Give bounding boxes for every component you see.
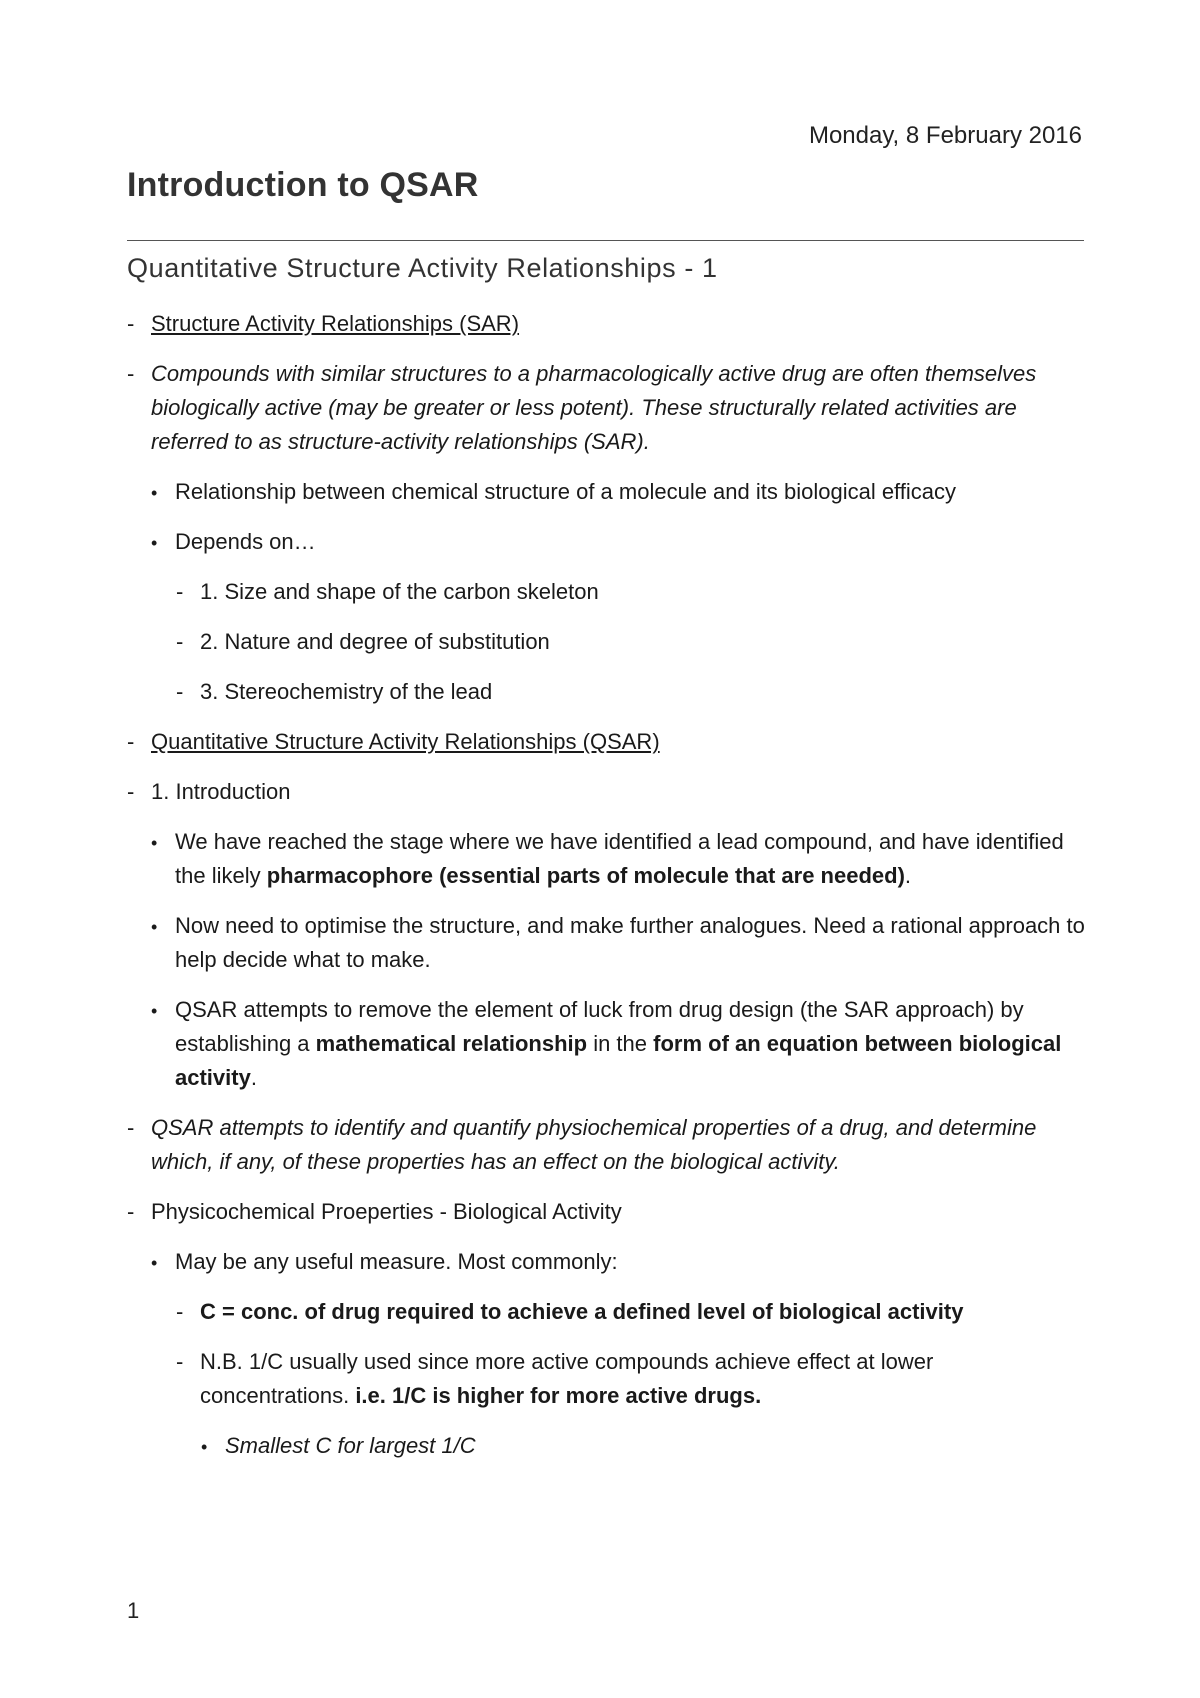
equation-term: form of an equation between biological activity [175,1031,1062,1090]
list-item [127,1429,1087,1463]
optimise-point: Now need to optimise the structure, and make further analogues. Need a rational approach to help decide what to make. [175,913,1085,972]
document-date: Monday, 8 February 2016 [808,122,1082,149]
dash-bullet [127,1111,134,1145]
lead-point-text: We have reached the stage where we have identified a lead compound, and have identified the likely [175,829,1064,888]
list-item [127,625,1087,659]
list-item [127,909,1087,977]
list-item [127,475,1087,509]
document-title: Introduction to QSAR [127,166,479,204]
list-item [127,307,1087,341]
dash-bullet [127,775,134,809]
nb-point [200,1349,933,1408]
list-item [127,1245,1087,1279]
dot-bullet [151,475,157,510]
dot-bullet [201,1429,207,1464]
c-definition: C = conc. of drug required to achieve a defined level of biological activity [200,1299,964,1324]
dash-bullet [127,307,134,341]
dot-bullet [151,993,157,1028]
list-item [127,1195,1087,1229]
dash-bullet [127,1195,134,1229]
dash-bullet [176,675,183,709]
lead-point [175,829,1064,888]
nb-point-emphasis: i.e. 1/C is higher for more active drugs. [355,1383,762,1408]
luck-point-text-1: QSAR attempts to remove the element of luck from drug design (the SAR approach) by establishing a [175,997,1024,1056]
dot-bullet [151,1245,157,1280]
nb-point-text: N.B. 1/C usually used since more active compounds achieve effect at lower concentrations. [200,1349,934,1408]
dash-bullet [176,625,183,659]
pharmacophore-term: pharmacophore (essential parts of molecule that are needed) [266,863,905,888]
list-item [127,1111,1087,1179]
dash-bullet [176,575,183,609]
qsar-identify: QSAR attempts to identify and quantify physiochemical properties of a drug, and determine which, if any, of these properties has an effect on the biological activity. [151,1115,1037,1174]
sar-definition: Compounds with similar structures to a pharmacologically active drug are often themselves biologically active (may be greater or less potent). These structurally related activities are referred to as structure-activity relationships (SAR). [151,361,1037,454]
page-number: 1 [127,1598,140,1623]
list-item [127,1295,1087,1329]
dash-bullet [176,1345,183,1379]
list-item [127,993,1087,1095]
list-item [127,357,1087,459]
dash-bullet [176,1295,183,1329]
list-item [127,725,1087,759]
physicochemical-heading: Physicochemical Proeperties - Biological Activity [151,1199,622,1224]
luck-point [175,997,1061,1090]
smallest-c-point: Smallest C for largest 1/C [225,1433,476,1458]
depends-item-2: 2. Nature and degree of substitution [200,629,550,654]
mathematical-relationship-term: mathematical relationship [315,1031,588,1056]
intro-heading: 1. Introduction [151,779,291,804]
sar-heading: Structure Activity Relationships (SAR) [151,311,520,336]
document-body [127,307,1087,1479]
depends-item-3: 3. Stereochemistry of the lead [200,679,493,704]
dot-bullet [151,909,157,944]
dot-bullet [151,825,157,860]
qsar-heading: Quantitative Structure Activity Relationships (QSAR) [151,729,660,754]
depends-item-1: 1. Size and shape of the carbon skeleton [200,579,599,604]
relationship-point: Relationship between chemical structure of a molecule and its biological efficacy [175,479,957,504]
list-item [127,775,1087,809]
luck-point-end: . [250,1065,257,1090]
list-item [127,675,1087,709]
depends-on-point: Depends on… [175,529,316,554]
measure-point: May be any useful measure. Most commonly: [175,1249,618,1274]
luck-point-text-2: in the [587,1031,654,1056]
dash-bullet [127,357,134,391]
dash-bullet [127,725,134,759]
list-item [127,525,1087,559]
dot-bullet [151,525,157,560]
list-item [127,575,1087,609]
lead-point-end: . [904,863,912,888]
list-item [127,825,1087,893]
list-item [127,1345,1087,1413]
title-divider [127,240,1084,241]
section-subtitle: Quantitative Structure Activity Relationships - 1 [127,253,718,283]
